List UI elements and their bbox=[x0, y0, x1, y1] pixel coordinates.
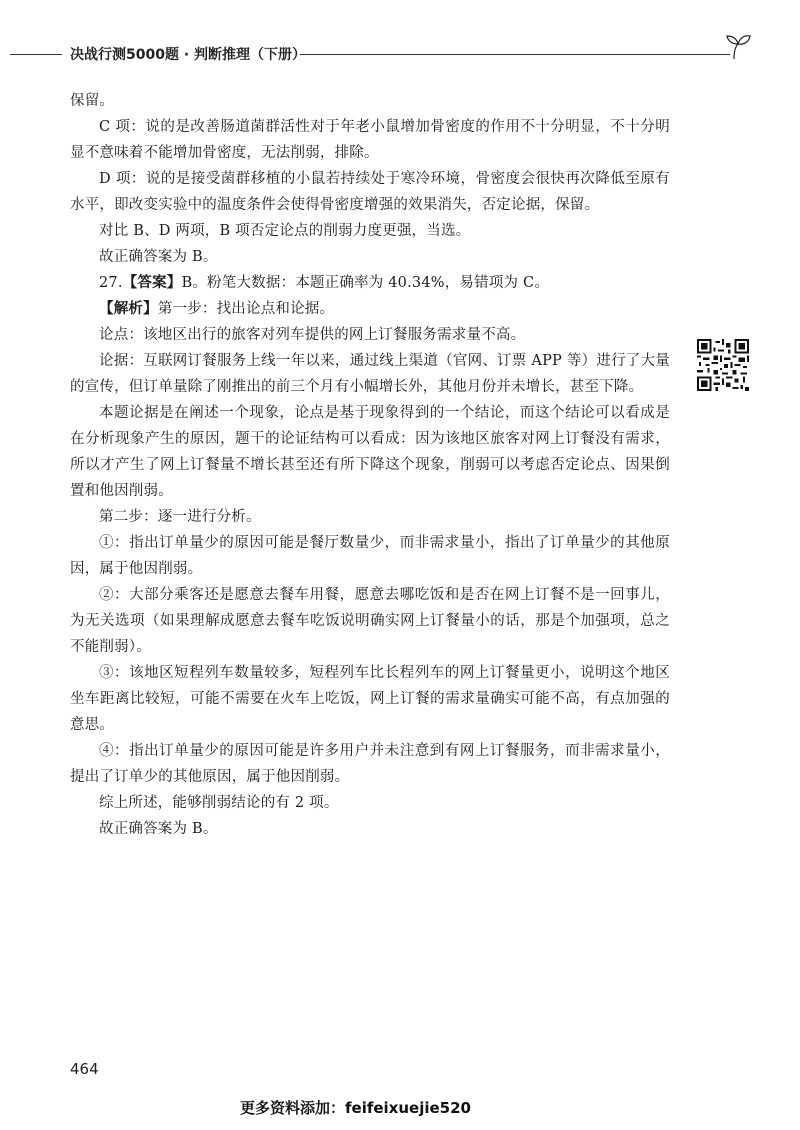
analysis-label: 【解析】 bbox=[99, 300, 158, 317]
paragraph: D 项：说的是接受菌群移植的小鼠若持续处于寒冷环境，骨密度会很快再次降低至原有水平，即改变实验中的温度条件会使得骨密度增强的效果消失，否定论据，保留。 bbox=[70, 171, 670, 213]
paragraph: 故正确答案为 B。 bbox=[99, 249, 218, 265]
paragraph: 保留。 bbox=[70, 93, 115, 109]
paragraph: ①：指出订单量少的原因可能是餐厅数量少，而非需求量小，指出了订单量少的其他原因，属于他因削弱。 bbox=[70, 535, 670, 577]
page-number: 464 bbox=[70, 1060, 99, 1078]
paragraph: 对比 B、D 两项，B 项否定论点的削弱力度更强，当选。 bbox=[99, 223, 471, 239]
paragraph: 综上所述，能够削弱结论的有 2 项。 bbox=[99, 795, 339, 811]
paragraph: C 项：说的是改善肠道菌群活性对于年老小鼠增加骨密度的作用不十分明显，不十分明显不意味着不能增加骨密度，无法削弱，排除。 bbox=[70, 119, 670, 161]
answer-line bbox=[70, 270, 670, 296]
qr-code-icon bbox=[697, 339, 749, 391]
header-rule-right bbox=[300, 54, 730, 55]
header-rule-left bbox=[10, 54, 62, 55]
page-body bbox=[70, 88, 670, 842]
analysis-line bbox=[70, 296, 670, 322]
paragraph: 论点：该地区出行的旅客对列车提供的网上订餐服务需求量不高。 bbox=[99, 327, 526, 343]
question-number: 27. bbox=[99, 275, 123, 291]
running-header bbox=[0, 40, 800, 70]
paragraph: ③：该地区短程列车数量较多，短程列车比长程列车的网上订餐量更小，说明这个地区坐车距离比较短，可能不需要在火车上吃饭，网上订餐的需求量确实可能不高，有点加强的意思。 bbox=[70, 665, 670, 733]
analysis-text: 第一步：找出论点和论据。 bbox=[157, 301, 335, 317]
footer-watermark: 更多资料添加：feifeixuejie520 bbox=[240, 1099, 471, 1117]
paragraph: 论据：互联网订餐服务上线一年以来，通过线上渠道（官网、订票 APP 等）进行了大量的宣传，但订单量除了刚推出的前三个月有小幅增长外，其他月份并未增长，甚至下降。 bbox=[70, 353, 670, 395]
paragraph: 第二步：逐一进行分析。 bbox=[99, 509, 261, 525]
answer-text: B。粉笔大数据：本题正确率为 40.34%，易错项为 C。 bbox=[181, 275, 550, 291]
paragraph: 本题论据是在阐述一个现象，论点是基于现象得到的一个结论，而这个结论可以看成是在分析现象产生的原因，题干的论证结构可以看成：因为该地区旅客对网上订餐没有需求，所以才产生了网上订餐量不增长甚至还有所下降这个现象，削弱可以考虑否定论点、因果倒置和他因削弱。 bbox=[70, 405, 670, 499]
answer-label: 【答案】 bbox=[122, 274, 182, 291]
paragraph: ④：指出订单量少的原因可能是许多用户并未注意到有网上订餐服务，而非需求量小，提出了订单少的其他原因，属于他因削弱。 bbox=[70, 743, 670, 785]
sprout-icon bbox=[724, 34, 752, 60]
paragraph: 故正确答案为 B。 bbox=[99, 821, 218, 837]
paragraph: ②：大部分乘客还是愿意去餐车用餐，愿意去哪吃饭和是否在网上订餐不是一回事儿，为无关选项（如果理解成愿意去餐车吃饭说明确实网上订餐量小的话，那是个加强项，总之不能削弱）。 bbox=[70, 587, 670, 655]
book-title: 决战行测5000题 · 判断推理（下册） bbox=[70, 47, 307, 63]
